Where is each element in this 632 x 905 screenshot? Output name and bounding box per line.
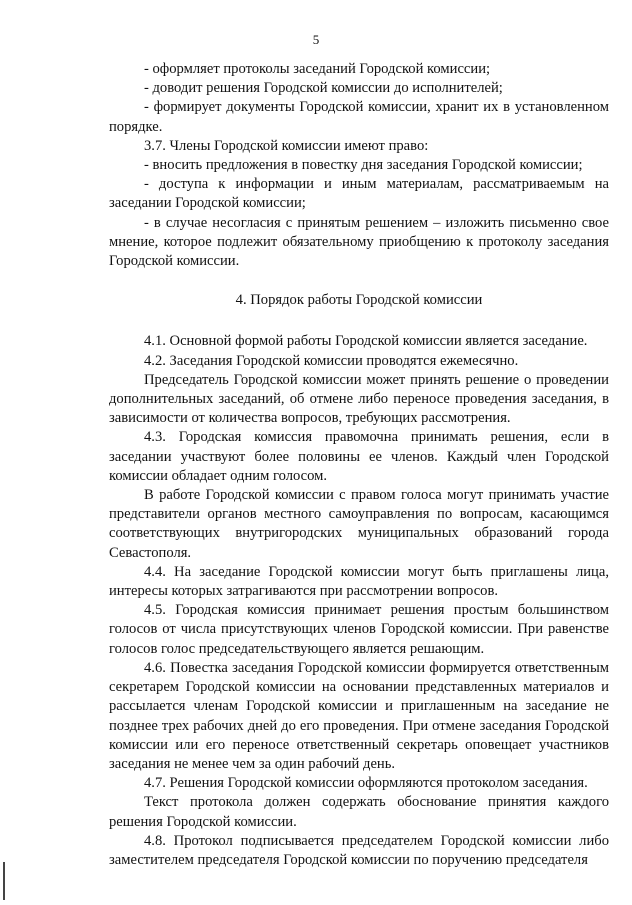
paragraph-protocol-text: Текст протокола должен содержать обоснование принятия каждого решения Городской комиссии.: [109, 794, 609, 830]
scan-margin-mark: [3, 862, 5, 900]
paragraph-right-dissent: - в случае несогласия с принятым решением – изложить письменно свое мнение, которое подлежит обязательному приобщению к протоколу заседания Городской комиссии.: [109, 214, 609, 270]
paragraph-right-proposals: - вносить предложения в повестку дня заседания Городской комиссии;: [144, 157, 583, 174]
paragraph-duty-documents: - формирует документы Городской комиссии, хранит их в установленном порядке.: [109, 99, 609, 135]
paragraph-4-2: 4.2. Заседания Городской комиссии проводятся ежемесячно.: [144, 352, 519, 369]
document-body: [109, 60, 609, 870]
page-number: 5: [312, 32, 320, 47]
paragraph-4-4: 4.4. На заседание Городской комиссии могут быть приглашены лица, интересы которых затрагиваются при рассмотрении вопросов.: [109, 563, 609, 600]
paragraph-4-1: 4.1. Основной формой работы Городской комиссии является заседание.: [144, 333, 588, 350]
section-heading: 4. Порядок работы Городской комиссии: [235, 292, 483, 309]
paragraph-4-3: 4.3. Городская комиссия правомочна принимать решения, если в заседании участвуют более половины ее членов. Каждый член Городской комиссии обладает одним голосом.: [109, 429, 609, 484]
paragraph-duty-protocols: - оформляет протоколы заседаний Городской комиссии;: [144, 61, 491, 77]
paragraph-chairman: Председатель Городской комиссии может принять решение о проведении дополнительных заседаний, об отмене либо переносе проведения заседания, в зависимости от количества вопросов, требующих рассмотрения.: [109, 371, 609, 427]
paragraph-4-7: 4.7. Решения Городской комиссии оформляются протоколом заседания.: [144, 775, 588, 792]
paragraph-local-government: В работе Городской комиссии с правом голоса могут принимать участие представители органов местного самоуправления по вопросам, касающимся соответствующих внутригородских муниципальных образований города Севастополя.: [109, 487, 609, 561]
paragraph-4-5: 4.5. Городская комиссия принимает решения простым большинством голосов от числа присутствующих членов Городской комиссии. При равенстве голосов голос председательствующего является решающим.: [109, 602, 609, 657]
paragraph-duty-decisions: - доводит решения Городской комиссии до исполнителей;: [144, 80, 503, 97]
paragraph-4-8: 4.8. Протокол подписывается председателем Городской комиссии либо заместителем председателя Городской комиссии по поручению председателя: [109, 832, 609, 868]
paragraph-4-6: 4.6. Повестка заседания Городской комиссии формируется ответственным секретарем Городской комиссии на основании представленных материалов и рассылается членам Городской комиссии и приглашенным на заседание не позднее трех рабочих дней до его проведения. При отмене заседания Городской комиссии или его переносе ответственный секретарь оповещает участников заседания не менее чем за один рабочий день.: [109, 659, 609, 772]
paragraph-3-7: 3.7. Члены Городской комиссии имеют право:: [144, 137, 429, 154]
paragraph-right-access: - доступа к информации и иным материалам, рассматриваемым на заседании Городской комиссии;: [109, 176, 609, 212]
